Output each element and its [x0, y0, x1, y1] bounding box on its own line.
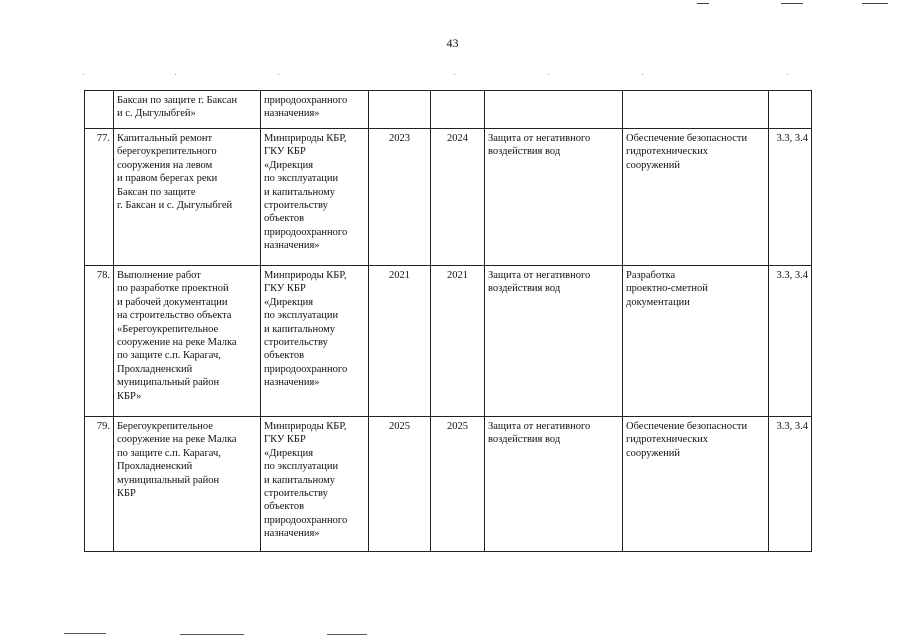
indicator — [769, 91, 812, 129]
executor: природоохранного назначения» — [261, 91, 369, 129]
task: Защита от негативного воздействия вод — [485, 417, 623, 552]
top-edge-mark-1 — [697, 3, 709, 4]
start-year: 2025 — [369, 417, 431, 552]
measure-name: Выполнение работ по разработке проектной и рабочей документации на строительство объекта «Берегоукрепительное сооружение на реке Малка по защите с.п. Карагач, Прохладненский муниципальный район КБР» — [114, 266, 261, 417]
executor: Минприроды КБР, ГКУ КБР «Дирекция по эксплуатации и капитальному строительству объектов природоохранного назначения» — [261, 129, 369, 266]
scan-dot — [642, 74, 643, 75]
start-year — [369, 91, 431, 129]
top-edge-mark-2 — [781, 3, 803, 4]
result: Обеспечение безопасности гидротехнических сооружений — [623, 417, 769, 552]
table-row — [85, 417, 812, 552]
result — [623, 91, 769, 129]
start-year: 2021 — [369, 266, 431, 417]
measures-table — [84, 90, 812, 552]
bottom-edge-mark-2 — [180, 634, 244, 635]
row-number: 79. — [85, 417, 114, 552]
result: Обеспечение безопасности гидротехнических сооружений — [623, 129, 769, 266]
bottom-edge-mark-1 — [64, 633, 106, 634]
measure-name: Капитальный ремонт берегоукрепительного сооружения на левом и правом берегах реки Баксан по защите г. Баксан и с. Дыгулыбгей — [114, 129, 261, 266]
row-number: 78. — [85, 266, 114, 417]
table-row — [85, 266, 812, 417]
top-edge-mark-3 — [862, 3, 888, 4]
scan-dot — [83, 74, 84, 75]
task: Защита от негативного воздействия вод — [485, 129, 623, 266]
executor: Минприроды КБР, ГКУ КБР «Дирекция по эксплуатации и капитальному строительству объектов природоохранного назначения» — [261, 417, 369, 552]
table-row — [85, 129, 812, 266]
result: Разработка проектно-сметной документации — [623, 266, 769, 417]
measure-name: Баксан по защите г. Баксан и с. Дыгулыбгей» — [114, 91, 261, 129]
scan-dot — [787, 74, 788, 75]
indicator: 3.3, 3.4 — [769, 266, 812, 417]
scan-dot — [454, 74, 455, 75]
end-year: 2025 — [431, 417, 485, 552]
executor: Минприроды КБР, ГКУ КБР «Дирекция по эксплуатации и капитальному строительству объектов природоохранного назначения» — [261, 266, 369, 417]
indicator: 3.3, 3.4 — [769, 417, 812, 552]
task — [485, 91, 623, 129]
end-year — [431, 91, 485, 129]
bottom-edge-mark-3 — [327, 634, 367, 635]
row-number — [85, 91, 114, 129]
start-year: 2023 — [369, 129, 431, 266]
page-number: 43 — [446, 36, 459, 50]
scan-dot — [278, 74, 279, 75]
scan-dot — [548, 74, 549, 75]
row-number: 77. — [85, 129, 114, 266]
end-year: 2021 — [431, 266, 485, 417]
measure-name: Берегоукрепительное сооружение на реке Малка по защите с.п. Карагач, Прохладненский муниципальный район КБР — [114, 417, 261, 552]
end-year: 2024 — [431, 129, 485, 266]
table-row — [85, 91, 812, 129]
scan-dot — [175, 74, 176, 75]
task: Защита от негативного воздействия вод — [485, 266, 623, 417]
indicator: 3.3, 3.4 — [769, 129, 812, 266]
